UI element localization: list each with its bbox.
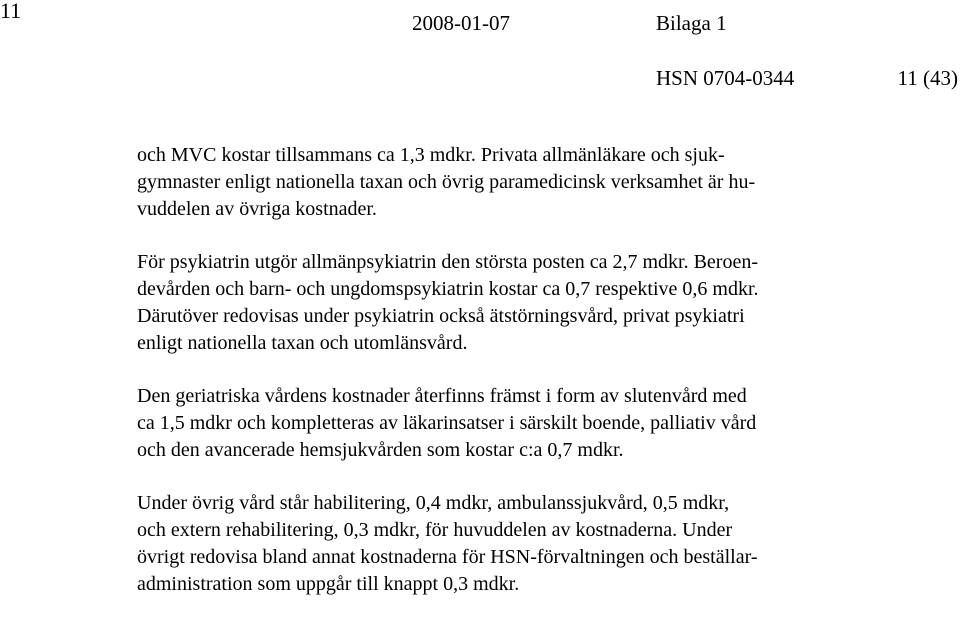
text-line: devården och barn- och ungdomspsykiatrin kostar ca 0,7 respektive 0,6 mdkr. <box>137 278 759 300</box>
text-line: Därutöver redovisas under psykiatrin också ätstörningsvård, privat psykiatri <box>137 305 745 327</box>
paragraph-psychiatry <box>137 249 867 357</box>
text-line: vuddelen av övriga kostnader. <box>137 198 377 220</box>
text-line: Den geriatriska vårdens kostnader återfinns främst i form av slutenvård med <box>137 385 747 407</box>
text-line: och MVC kostar tillsammans ca 1,3 mdkr. Privata allmänläkare och sjuk- <box>137 144 725 166</box>
document-body <box>137 142 867 624</box>
header-page-count: 11 (43) <box>897 66 958 90</box>
paragraph-other-care <box>137 490 867 598</box>
text-line: För psykiatrin utgör allmänpsykiatrin den största posten ca 2,7 mdkr. Beroen- <box>137 251 758 273</box>
header-appendix: Bilaga 1 <box>656 11 727 35</box>
paragraph-mvc-costs <box>137 142 867 223</box>
text-line: övrigt redovisa bland annat kostnaderna för HSN-förvaltningen och beställar- <box>137 546 758 568</box>
text-line: och den avancerade hemsjukvården som kostar c:a 0,7 mdkr. <box>137 439 624 461</box>
header-document-id: HSN 0704-0344 <box>656 66 795 90</box>
text-line: enligt nationella taxan och utomlänsvård. <box>137 332 468 354</box>
paragraph-geriatric-care <box>137 383 867 464</box>
text-line: Under övrig vård står habilitering, 0,4 mdkr, ambulanssjukvård, 0,5 mdkr, <box>137 492 730 514</box>
header-row-top <box>0 8 960 38</box>
header-row-bottom <box>0 63 960 93</box>
text-line: och extern rehabilitering, 0,3 mdkr, för huvuddelen av kostnaderna. Under <box>137 519 733 541</box>
text-line: gymnaster enligt nationella taxan och övrig paramedicinsk verksamhet är hu- <box>137 171 756 193</box>
header-date: 2008-01-07 <box>412 11 510 35</box>
text-line: administration som uppgår till knappt 0,3 mdkr. <box>137 573 520 595</box>
text-line: ca 1,5 mdkr och kompletteras av läkarinsatser i särskilt boende, palliativ vård <box>137 412 757 434</box>
page-corner-number: 11 <box>0 0 22 23</box>
